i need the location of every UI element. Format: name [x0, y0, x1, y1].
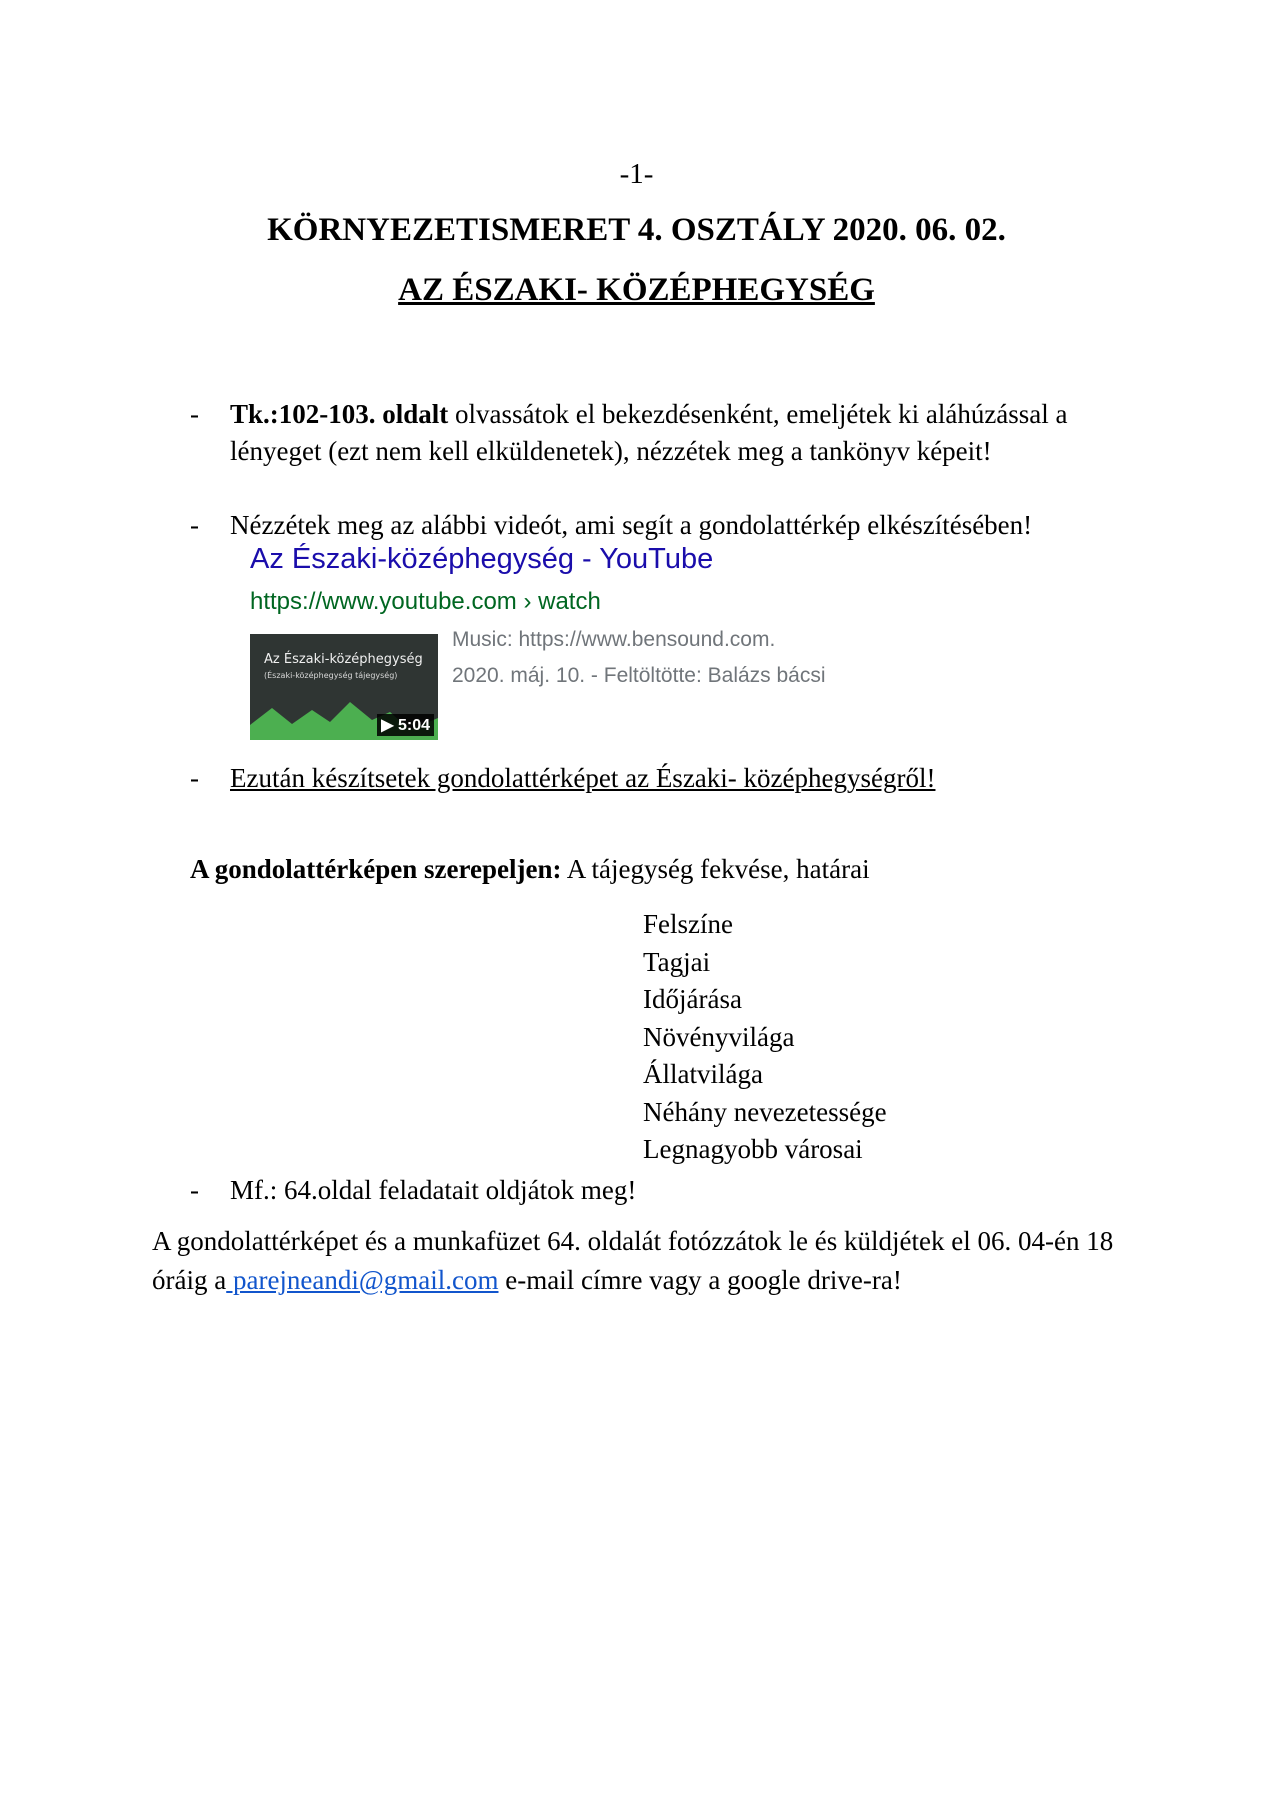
instruction-text: Mf.: 64.oldal feladatait oldjátok meg! — [230, 1175, 637, 1205]
textbook-reference: Tk.:102-103. oldalt — [230, 399, 449, 429]
list-item: Időjárása — [643, 984, 742, 1014]
document-subtitle: AZ ÉSZAKI- KÖZÉPHEGYSÉG — [398, 272, 875, 308]
youtube-result-url[interactable]: https://www.youtube.com › watch — [250, 588, 601, 615]
list-item: Néhány nevezetessége — [643, 1096, 887, 1127]
bullet-dash: - — [190, 1175, 199, 1205]
list-item: Tagjai — [643, 946, 711, 977]
email-link[interactable]: parejneandi@gmail.com — [226, 1265, 499, 1295]
mindmap-label-bold: A gondolattérképen szerepeljen: — [190, 854, 562, 884]
list-item: Felszíne — [643, 909, 733, 939]
video-duration-badge: ▶ 5:04 — [377, 714, 434, 736]
instruction-body: olvassátok el bekezdésenként, emeljétek ki aláhúzással a lényeget (ezt nem kell elküldenetek), nézzétek meg a tankönyv képeit! — [230, 399, 1068, 466]
bullet-dash: - — [190, 399, 199, 429]
bullet-dash: - — [190, 510, 199, 540]
instruction-text: Nézzétek meg az alábbi videót, ami segít a gondolattérkép elkészítésében! — [230, 510, 1033, 540]
instruction-text — [230, 396, 1110, 470]
list-item: Legnagyobb városai — [643, 1134, 863, 1164]
bullet-dash: - — [190, 763, 199, 793]
submission-text-end: e-mail címre vagy a google drive-ra! — [498, 1265, 902, 1295]
submission-text: A gondolattérképet és a munkafüzet 64. oldalát fotózzátok le és küldjétek el 06. 04-én 18 óráig a — [152, 1226, 1114, 1295]
youtube-result-title[interactable]: Az Északi-középhegység - YouTube — [250, 543, 714, 575]
video-upload-info: 2020. máj. 10. - Feltöltötte: Balázs bácsi — [452, 664, 826, 687]
thumbnail-title: Az Északi-középhegység — [264, 652, 423, 667]
submission-instructions — [152, 1222, 1152, 1300]
list-item: Növényvilága — [643, 1021, 795, 1052]
list-item: Állatvilága — [643, 1059, 763, 1089]
mindmap-requirements-heading — [190, 854, 870, 885]
video-music-credit: Music: https://www.bensound.com. — [452, 628, 776, 651]
instruction-text: Ezután készítsetek gondolattérképet az Északi- középhegységről! — [230, 763, 936, 793]
mindmap-topic-list — [643, 906, 887, 1169]
page-number: -1- — [619, 158, 654, 190]
thumbnail-subtitle: (Északi-középhegység tájegység) — [264, 671, 398, 680]
document-title: KÖRNYEZETISMERET 4. OSZTÁLY 2020. 06. 02. — [267, 212, 1006, 248]
mindmap-first-item: A tájegység fekvése, határai — [561, 854, 870, 884]
video-thumbnail[interactable] — [250, 634, 438, 740]
